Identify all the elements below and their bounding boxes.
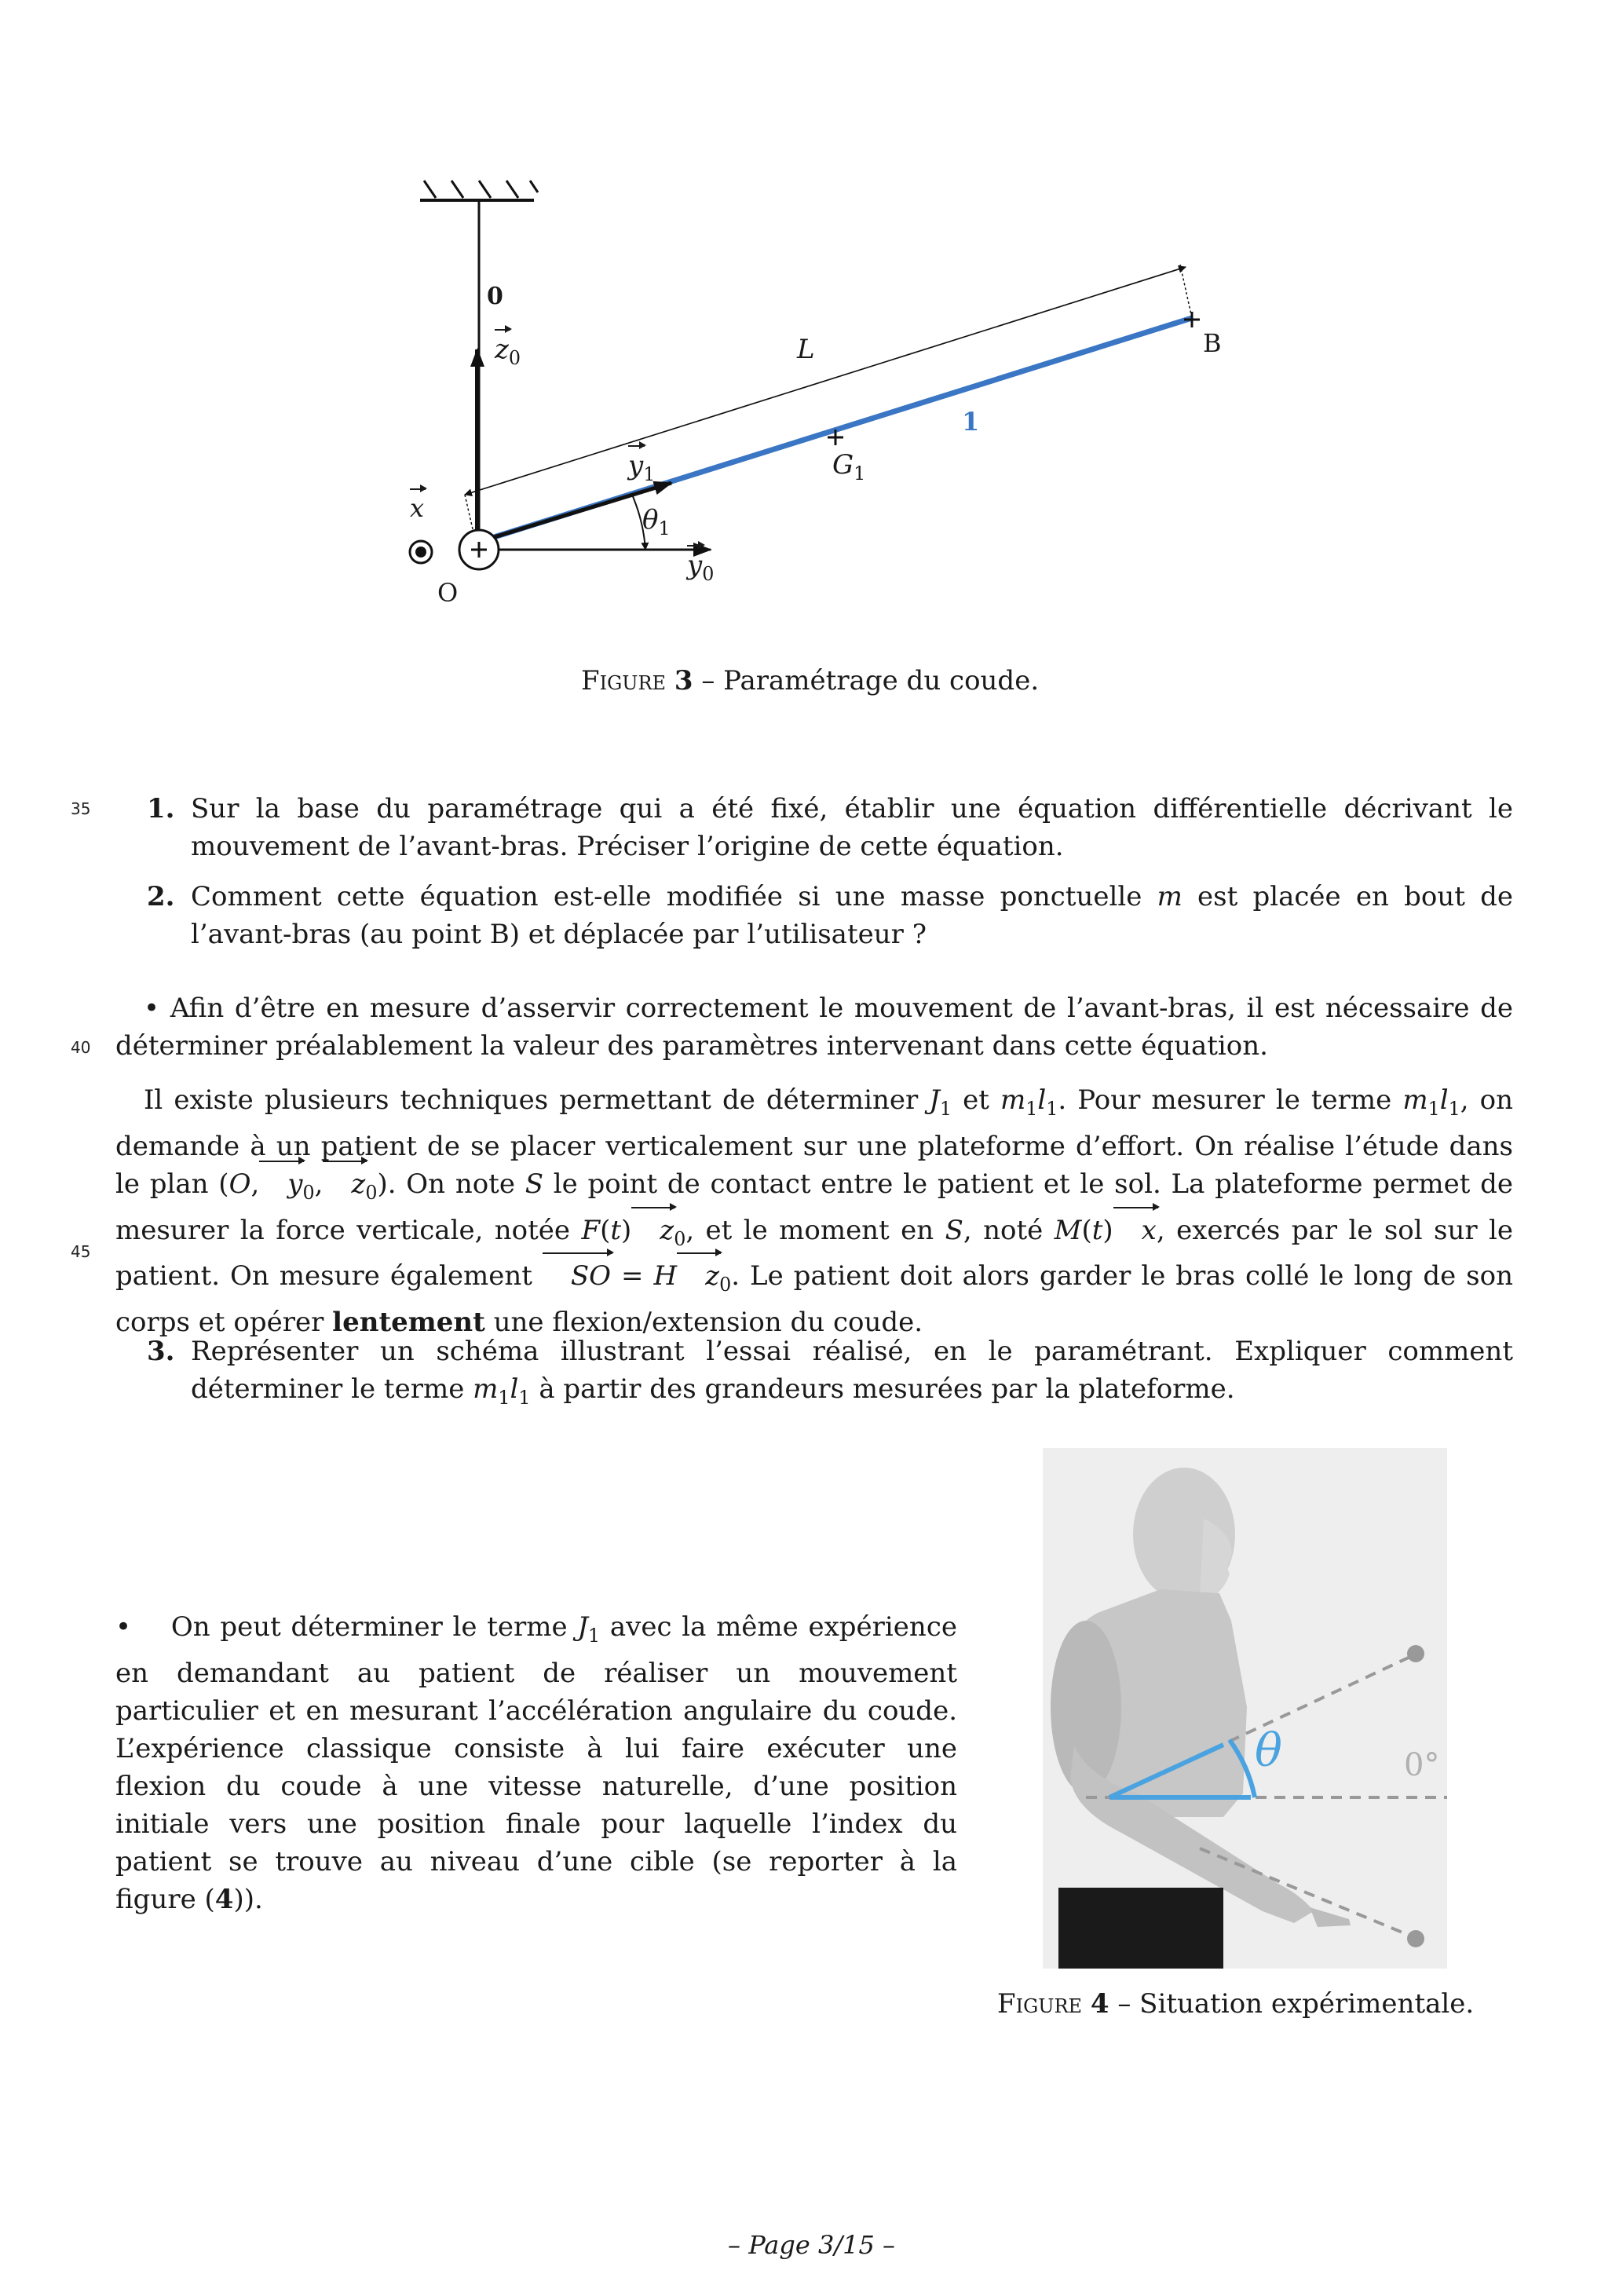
figure-4-zero-degree-label: 0° <box>1404 1747 1440 1783</box>
line-number-40: 40 <box>71 1038 91 1057</box>
target-bottom-dot <box>1407 1930 1424 1947</box>
question-3: 3. Représenter un schéma illustrant l’essai réalisé, en le paramétrant. Expliquer comment déterminer le terme $m_1l_1$ à partir des grandeurs mesurées par la plateforme. <box>147 1336 1513 1409</box>
question-1: 1. Sur la base du paramétrage qui a été fixé, établir une équation différentielle décrivant le mouvement de l’avant-bras. Préciser l’origine de cette équation. <box>147 793 1513 862</box>
figure-3-caption: Figure 3 – Paramétrage du coude. <box>581 665 1040 696</box>
page-number-footer: – Page 3/15 – <box>728 2230 895 2260</box>
y0-label: $y_0$ <box>687 550 715 585</box>
figure-4-theta-label: θ <box>1255 1724 1282 1777</box>
question-2: 2. Comment cette équation est-elle modifiée si une masse ponctuelle m est placée en bout de l’avant-bras (au point B) et déplacée par l’utilisateur ? <box>147 881 1513 950</box>
x-label: x <box>410 493 425 523</box>
figure-3-diagram <box>393 157 1288 628</box>
frame-0-label: 0 <box>487 283 503 310</box>
L-label: L <box>797 334 815 365</box>
B-marker <box>1184 312 1200 327</box>
body-1-label: 1 <box>962 407 980 437</box>
theta1-label: $\theta_1$ <box>642 504 671 539</box>
G1-label: $G_1$ <box>832 449 866 484</box>
y1-label: $y_1$ <box>628 450 656 485</box>
B-label: B <box>1203 328 1222 358</box>
figure-4-caption: Figure 4 – Situation expérimentale. <box>997 1988 1475 2020</box>
paragraph-bullet-3: • On peut déterminer le terme $J_1$ avec la même expérience en demandant au patient de réaliser un mouvement particulier et en mesurant l’accélération angulaire du coude. L’expérience classique consiste à lui faire exécuter une flexion du coude à une vitesse naturelle, d’une position initiale vers une position finale pour laquelle l’index du patient se trouve au niveau d’une cible (se reporter à la figure (4)). <box>115 1611 957 1915</box>
z0-label: $z_0$ <box>495 334 521 369</box>
paragraph-2: Il existe plusieurs techniques permettant de déterminer $J_1$ et $m_1l_1$. Pour mesurer le terme $m_1l_1$, on demande à un patient de se placer verticalement sur une plateforme d’effort. On réalise l’étude dans le plan (O, $y_0$, $z_0$). On note S le point de contact entre le patient et le sol. La plateforme permet de mesurer la force verticale, notée F(t) $z_0$, et le moment en S, noté M(t) x, exercés par le sol sur le patient. On mesure également SO = H $z_0$. Le patient doit alors garder le bras collé le long de son corps et opérer lentement une flexion/extension du coude. <box>115 1084 1514 1339</box>
O-label: O <box>437 578 459 608</box>
line-number-45: 45 <box>71 1242 91 1261</box>
target-top-dot <box>1407 1645 1424 1662</box>
line-number-35: 35 <box>71 799 91 818</box>
paragraph-bullet-1: • Afin d’être en mesure d’asservir correctement le mouvement de l’avant-bras, il est nécessaire de déterminer préalablement la valeur des paramètres intervenant dans cette équation. <box>115 993 1514 1062</box>
figure-4-photo <box>1043 1448 1447 1969</box>
x-axis-out-of-plane-icon <box>410 541 432 563</box>
